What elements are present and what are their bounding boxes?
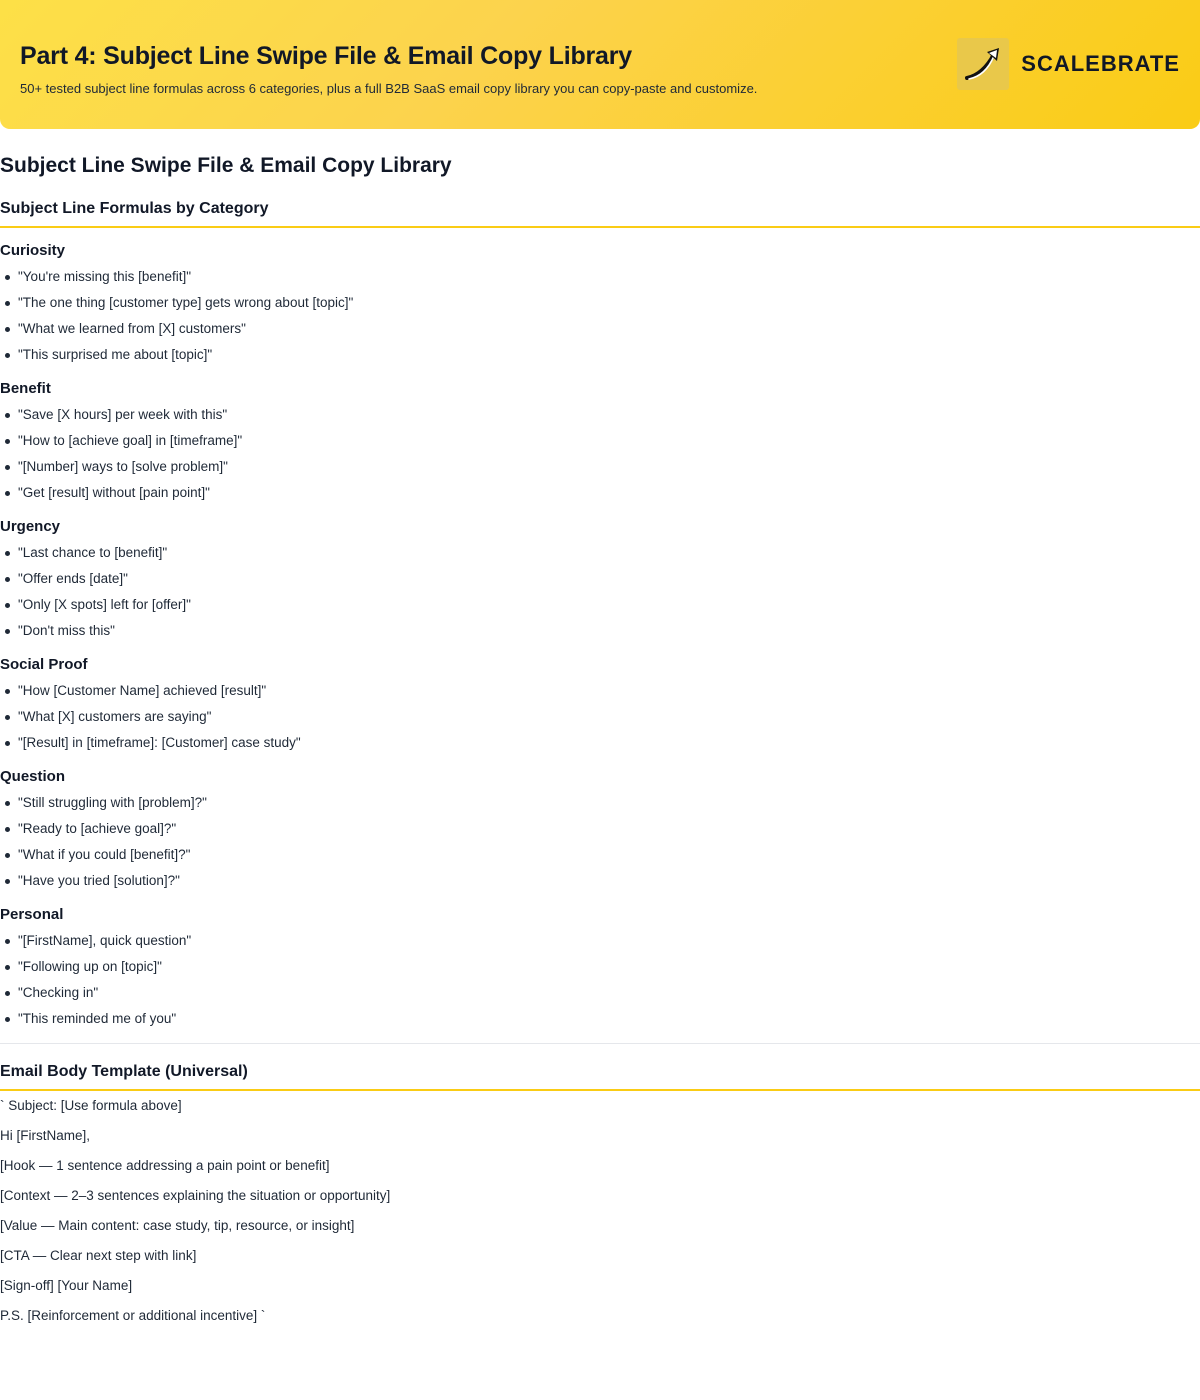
section-heading-text: Email Body Template (Universal) <box>0 1063 248 1080</box>
brand[interactable] <box>957 38 1180 90</box>
list-item: "The one thing [customer type] gets wrong about [topic]" <box>0 294 1200 320</box>
section-divider <box>0 1043 1200 1044</box>
template-line: P.S. [Reinforcement or additional incentive] ` <box>0 1308 266 1323</box>
list-item: "How [Customer Name] achieved [result]" <box>0 682 1200 708</box>
list-item: "Checking in" <box>0 984 1200 1010</box>
email-template-block <box>0 1097 1200 1323</box>
document-title: Subject Line Swipe File & Email Copy Library <box>0 154 452 177</box>
section-heading-formulas <box>0 200 1200 228</box>
list-item: "Get [result] without [pain point]" <box>0 484 1200 510</box>
category-personal <box>0 906 1200 1036</box>
page-header <box>0 0 1200 129</box>
list-item: "[FirstName], quick question" <box>0 932 1200 958</box>
header-title: Part 4: Subject Line Swipe File & Email Copy Library <box>20 42 632 70</box>
list-item: "This reminded me of you" <box>0 1010 1200 1036</box>
list-item: "Only [X spots] left for [offer]" <box>0 596 1200 622</box>
section-heading-template <box>0 1063 1200 1091</box>
template-line: [Value — Main content: case study, tip, resource, or insight] <box>0 1218 355 1233</box>
category-benefit <box>0 380 1200 510</box>
template-line: [Hook — 1 sentence addressing a pain point or benefit] <box>0 1158 330 1173</box>
list-item: "What if you could [benefit]?" <box>0 846 1200 872</box>
category-title: Social Proof <box>0 656 88 673</box>
list-item: "You're missing this [benefit]" <box>0 268 1200 294</box>
header-subtitle: 50+ tested subject line formulas across 6 categories, plus a full B2B SaaS email copy library you can copy-paste and customize. <box>20 81 758 96</box>
list-item: "This surprised me about [topic]" <box>0 346 1200 372</box>
list-item: "Have you tried [solution]?" <box>0 872 1200 898</box>
template-line: ` Subject: [Use formula above] <box>0 1098 182 1113</box>
template-line: [Context — 2–3 sentences explaining the situation or opportunity] <box>0 1188 391 1203</box>
template-line: [Sign-off] [Your Name] <box>0 1278 133 1293</box>
list-item: "Ready to [achieve goal]?" <box>0 820 1200 846</box>
category-title: Personal <box>0 906 64 923</box>
list-item: "[Number] ways to [solve problem]" <box>0 458 1200 484</box>
category-title: Question <box>0 768 66 785</box>
category-urgency <box>0 518 1200 648</box>
section-heading-text: Subject Line Formulas by Category <box>0 200 269 217</box>
category-question <box>0 768 1200 898</box>
list-item: "What [X] customers are saying" <box>0 708 1200 734</box>
template-line: Hi [FirstName], <box>0 1128 91 1143</box>
category-social-proof <box>0 656 1200 760</box>
category-title: Benefit <box>0 380 51 397</box>
category-title: Curiosity <box>0 242 66 259</box>
list-item: "[Result] in [timeframe]: [Customer] case study" <box>0 734 1200 760</box>
list-item: "Save [X hours] per week with this" <box>0 406 1200 432</box>
list-item: "How to [achieve goal] in [timeframe]" <box>0 432 1200 458</box>
list-item: "What we learned from [X] customers" <box>0 320 1200 346</box>
rising-arrow-icon <box>957 38 1009 90</box>
brand-name: SCALEBRATE <box>1021 51 1180 76</box>
list-item: "Last chance to [benefit]" <box>0 544 1200 570</box>
list-item: "Following up on [topic]" <box>0 958 1200 984</box>
template-line: [CTA — Clear next step with link] <box>0 1248 197 1263</box>
list-item: "Offer ends [date]" <box>0 570 1200 596</box>
list-item: "Still struggling with [problem]?" <box>0 794 1200 820</box>
category-title: Urgency <box>0 518 61 535</box>
list-item: "Don't miss this" <box>0 622 1200 648</box>
category-curiosity <box>0 242 1200 372</box>
